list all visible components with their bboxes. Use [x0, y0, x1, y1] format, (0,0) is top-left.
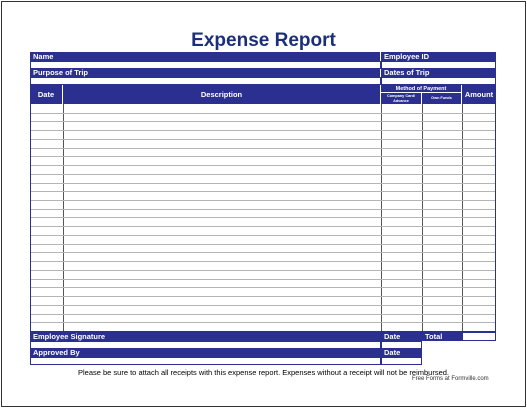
table-row-line	[31, 139, 495, 140]
page-title: Expense Report	[191, 30, 336, 51]
approved-by-label: Approved By	[30, 348, 381, 357]
table-row-line	[31, 261, 495, 262]
own-funds-column-header: Own Funds	[422, 93, 462, 104]
table-row-line	[31, 279, 495, 280]
purpose-label: Purpose of Trip	[30, 68, 380, 77]
date-column-header: Date	[30, 85, 63, 104]
table-row-line	[31, 322, 495, 323]
company-card-column-header: Company Card/ Advance	[381, 93, 422, 104]
purpose-field[interactable]	[30, 77, 381, 85]
approved-date-label: Date	[381, 348, 422, 357]
table-row-line	[31, 209, 495, 210]
method-of-payment-header: Method of Payment	[381, 85, 462, 93]
credit-text: Free Forms at Formville.com	[412, 376, 489, 382]
total-label: Total	[422, 332, 462, 341]
table-row-line	[31, 156, 495, 157]
dates-label: Dates of Trip	[381, 68, 496, 77]
table-row-line	[31, 217, 495, 218]
table-row-line	[31, 314, 495, 315]
table-row-line	[31, 113, 495, 114]
table-row-line	[31, 270, 495, 271]
signature-date-label: Date	[381, 332, 422, 341]
table-row-line	[31, 191, 495, 192]
table-row-line	[31, 200, 495, 201]
approved-by-field[interactable]	[30, 357, 381, 365]
employee-signature-label: Employee Signature	[30, 332, 381, 341]
table-row-line	[31, 296, 495, 297]
table-row-line	[31, 235, 495, 236]
table-row-line	[31, 148, 495, 149]
table-row-line	[31, 183, 495, 184]
table-row-line	[31, 252, 495, 253]
expense-table-body[interactable]	[30, 104, 496, 332]
description-column-header: Description	[63, 85, 381, 104]
table-row-line	[31, 305, 495, 306]
table-row-line	[31, 287, 495, 288]
table-row-line	[31, 226, 495, 227]
receipt-notice: Please be sure to attach all receipts with this expense report. Expenses without a receipt will not be reimbursed.	[77, 368, 450, 377]
employee-id-label: Employee ID	[381, 52, 496, 61]
amount-column-header: Amount	[462, 85, 496, 104]
table-row-line	[31, 165, 495, 166]
table-row-line	[31, 130, 495, 131]
table-row-line	[31, 174, 495, 175]
approved-date-field[interactable]	[381, 357, 422, 365]
table-row-line	[31, 244, 495, 245]
name-label: Name	[30, 52, 380, 61]
total-amount-field[interactable]	[462, 332, 496, 341]
dates-field[interactable]	[381, 77, 496, 85]
table-row-line	[31, 121, 495, 122]
